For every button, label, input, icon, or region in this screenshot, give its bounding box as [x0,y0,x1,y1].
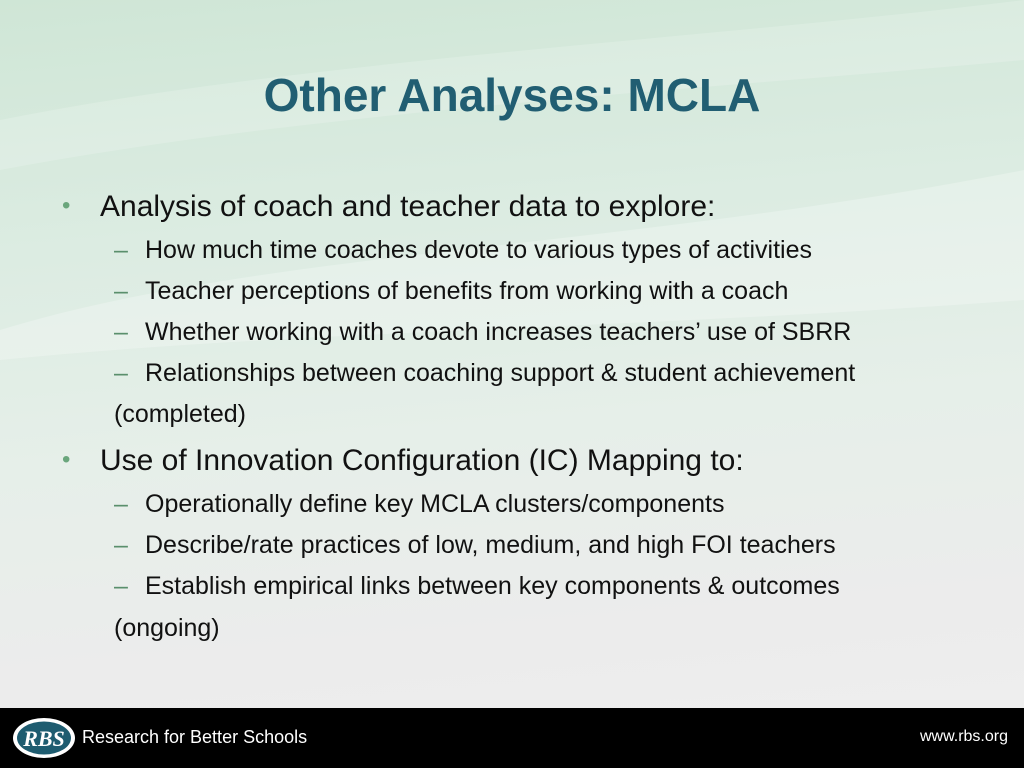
sub-item-text: Relationships between coaching support & student achievement [145,359,856,387]
sub-item-text: How much time coaches devote to various types of activities [145,236,812,264]
sub-item-continuation: (ongoing) [114,614,220,642]
sub-item-text: Whether working with a coach increases teachers’ use of SBRR [145,318,852,346]
dash-icon: – [114,572,128,600]
sub-item [114,490,724,519]
footer-bar [0,708,1024,768]
sub-item-text: Operationally define key MCLA clusters/components [145,490,725,518]
bullet-text: Analysis of coach and teacher data to explore: [100,190,716,223]
sub-item [114,236,812,265]
organization-name: Research for Better Schools [82,727,308,747]
website-url[interactable]: www.rbs.org [919,728,1008,745]
sub-item [114,572,840,601]
bullet-dot-icon: • [62,192,71,219]
sub-item [114,318,851,347]
dash-icon: – [114,531,128,559]
bullet-text: Use of Innovation Configuration (IC) Mapping to: [100,444,744,477]
sub-item [114,531,836,560]
rbs-logo [11,715,77,761]
dash-icon: – [114,277,128,305]
sub-item-continuation: (completed) [114,400,246,428]
sub-item-text: Establish empirical links between key components & outcomes [145,572,840,600]
dash-icon: – [114,318,128,346]
sub-item [114,277,788,306]
sub-item [114,359,855,388]
slide-title: Other Analyses: MCLA [263,69,761,121]
svg-text:RBS: RBS [23,726,65,751]
sub-item-text: Describe/rate practices of low, medium, and high FOI teachers [145,531,836,559]
dash-icon: – [114,359,128,387]
dash-icon: – [114,490,128,518]
sub-item-text: Teacher perceptions of benefits from working with a coach [145,277,789,305]
bullet-dot-icon: • [62,446,71,473]
dash-icon: – [114,236,128,264]
